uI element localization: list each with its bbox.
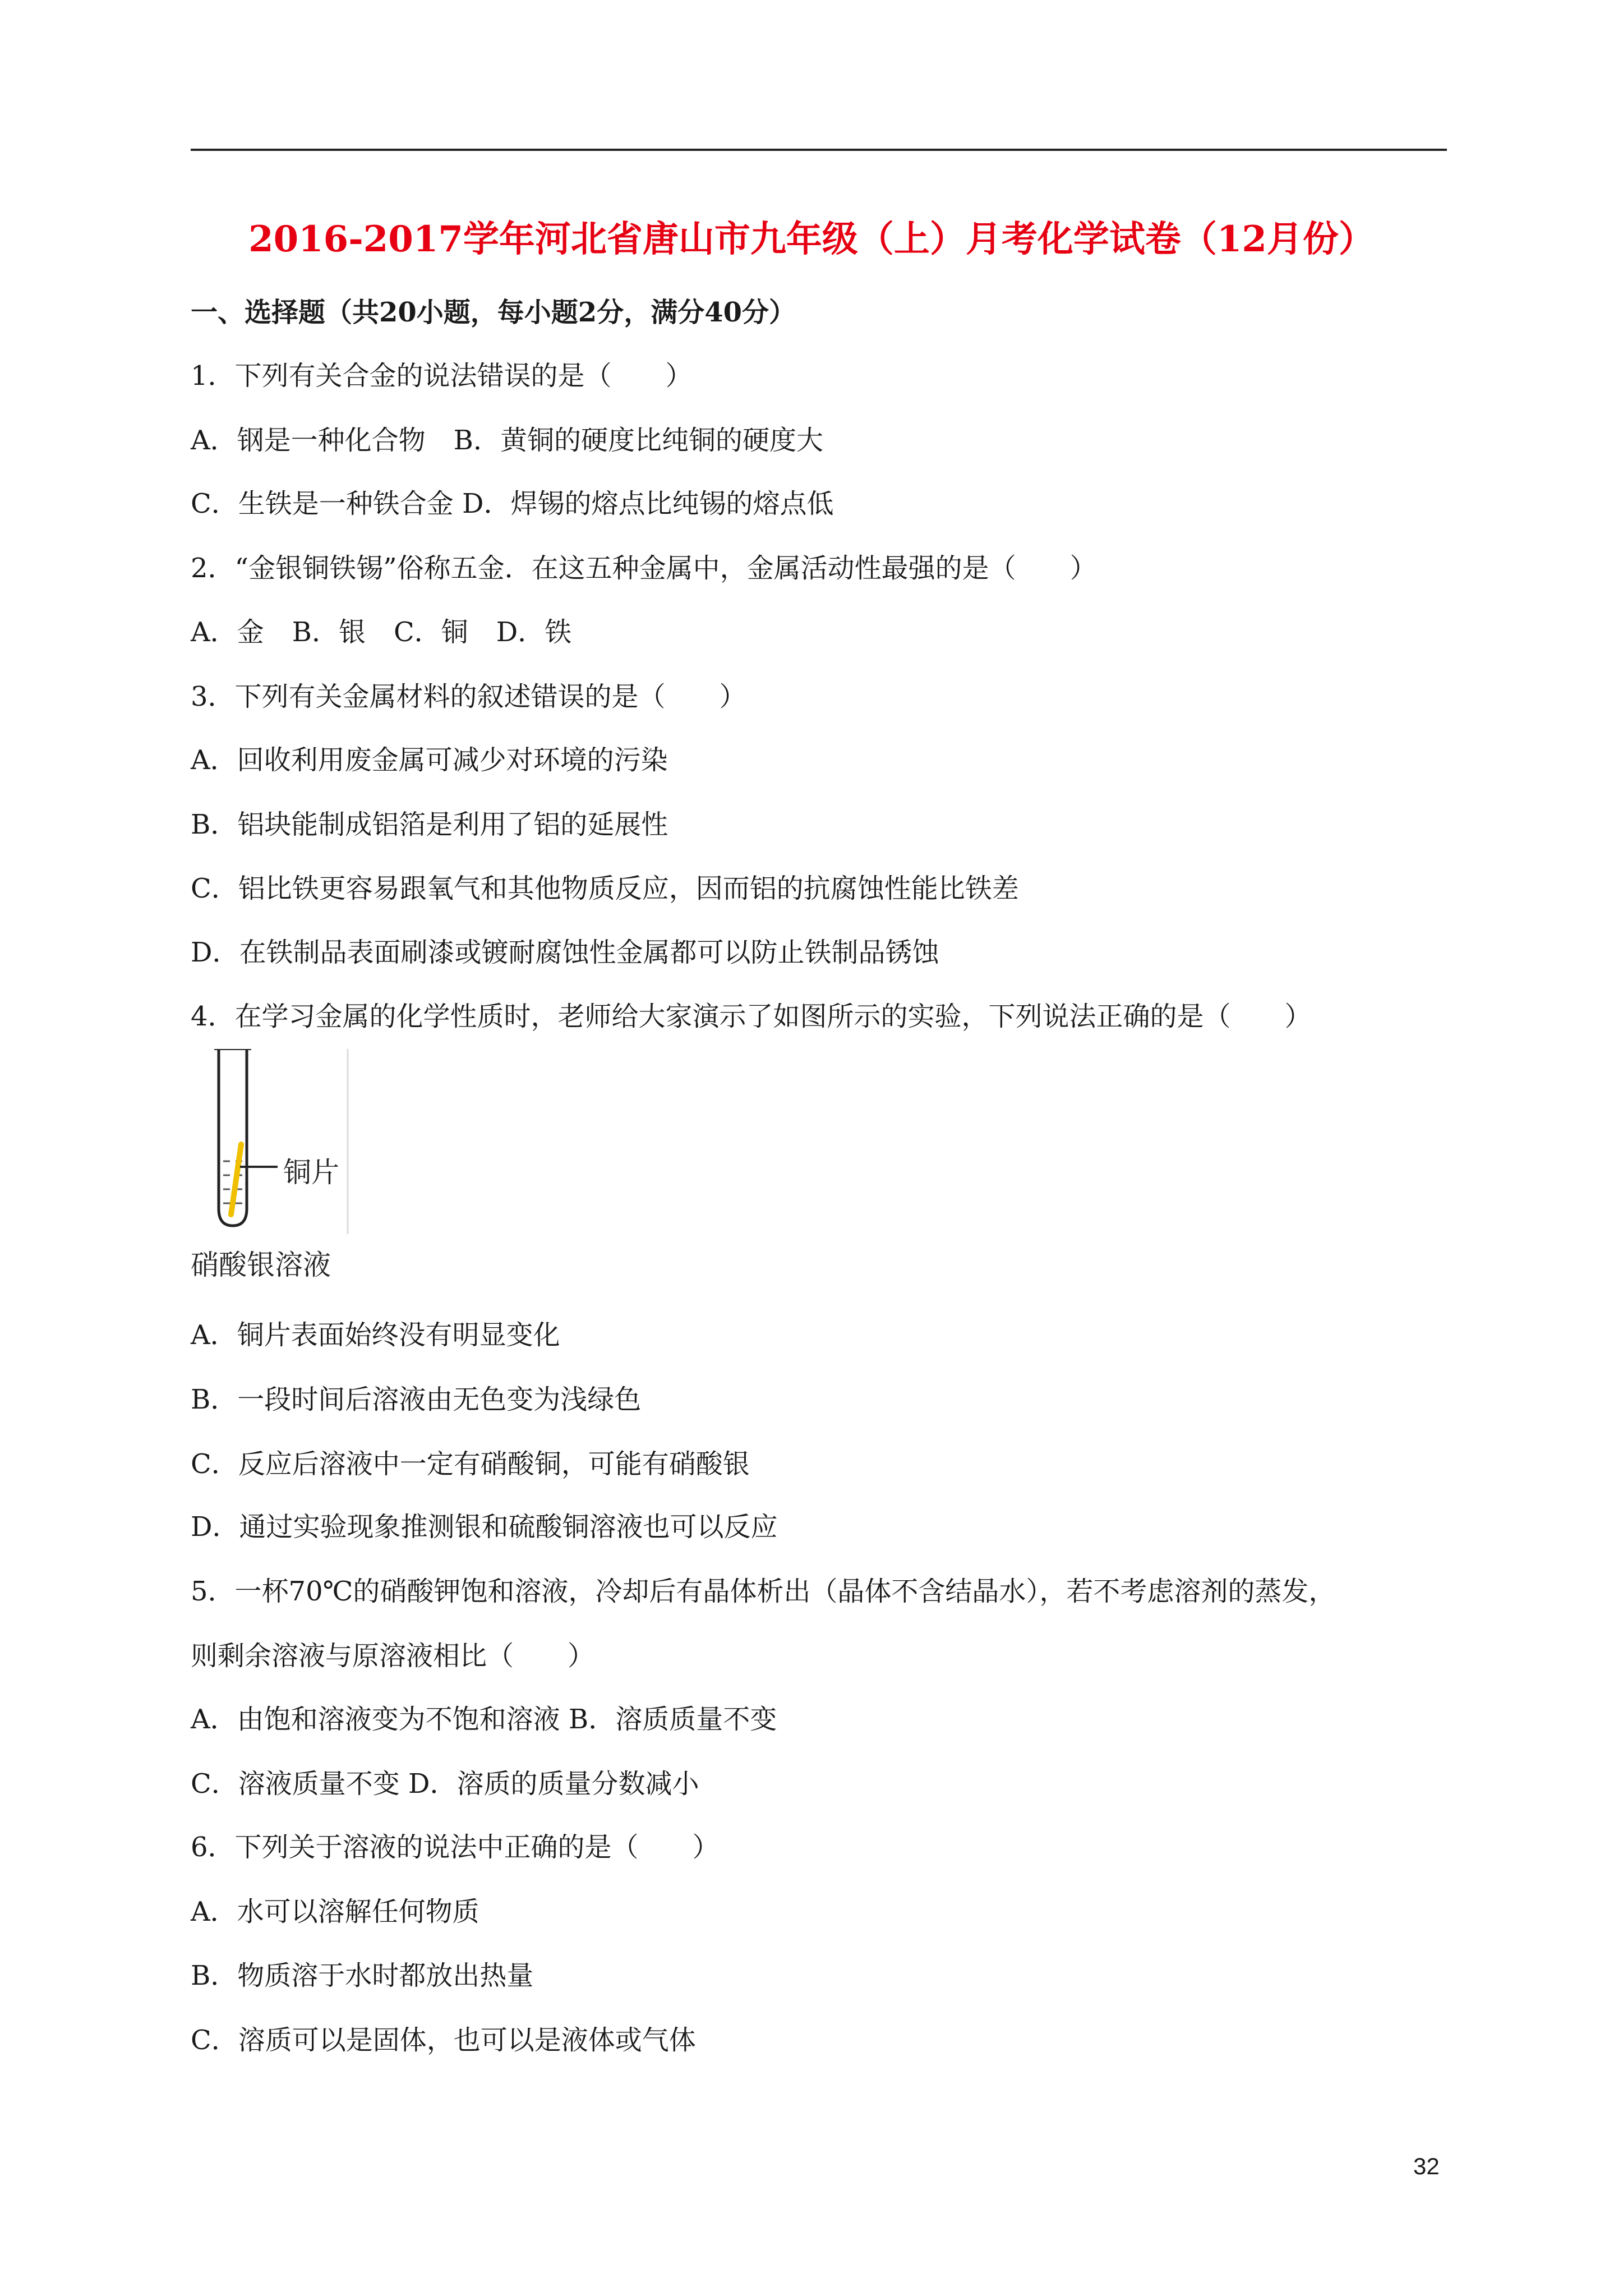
test-tube-icon [191,1049,359,1234]
exam-title: 2016-2017学年河北省唐山市九年级（上）月考化学试卷（12月份） [248,218,1375,260]
page-number: 32 [1413,2153,1440,2179]
q2-stem: 2．“金银铜铁锡”俗称五金．在这五种金属中，金属活动性最强的是（ ） [191,553,1097,584]
q1-options-cd [191,487,834,521]
q1-stem: 1．下列有关合金的说法错误的是（ ） [191,360,693,392]
q3-stem: 3．下列有关金属材料的叙述错误的是（ ） [191,681,746,712]
q1-option-d: D．焊锡的熔点比纯锡的熔点低 [462,488,834,519]
test-tube-figure [191,1049,359,1285]
q6-option-c: C．溶质可以是固体，也可以是液体或气体 [191,2024,696,2056]
q4-option-a: A．铜片表面始终没有明显变化 [191,1319,560,1351]
q5-stem-line2: 则剩余溶液与原溶液相比（ ） [191,1640,595,1672]
q4-option-d: D．通过实验现象推测银和硫酸铜溶液也可以反应 [191,1511,778,1543]
q5-options-ab: A．由饱和溶液变为不饱和溶液 B．溶质质量不变 [191,1704,777,1735]
q2-option-b: B．银 [292,616,366,648]
q1-option-a: A．钢是一种化合物 [191,425,426,456]
q3-option-d: D．在铁制品表面刷漆或镀耐腐蚀性金属都可以防止铁制品锈蚀 [191,937,939,968]
section-heading: 一、选择题（共20小题，每小题2分，满分40分） [191,297,796,328]
q4-option-b: B．一段时间后溶液由无色变为浅绿色 [191,1384,642,1415]
q1-option-b: B．黄铜的硬度比纯铜的硬度大 [453,425,823,456]
q2-option-c: C．铜 [393,616,468,648]
q2-option-a: A．金 [191,616,264,648]
q2-options [191,615,571,649]
q3-option-a: A．回收利用废金属可减少对环境的污染 [191,744,668,776]
q3-option-b: B．铝块能制成铝箔是利用了铝的延展性 [191,809,668,840]
copper-plate-label: 铜片 [283,1156,339,1189]
q3-option-c: C．铝比铁更容易跟氧气和其他物质反应，因而铝的抗腐蚀性能比铁差 [191,873,1019,904]
q6-stem: 6．下列关于溶液的说法中正确的是（ ） [191,1832,720,1863]
q1-option-c: C．生铁是一种铁合金 [191,488,454,519]
q4-stem: 4．在学习金属的化学性质时，老师给大家演示了如图所示的实验，下列说法正确的是（ ） [191,1001,1312,1032]
q2-option-d: D．铁 [496,616,572,648]
q1-options-ab [191,424,823,457]
q4-option-c: C．反应后溶液中一定有硝酸铜，可能有硝酸银 [191,1448,750,1480]
silver-nitrate-label: 硝酸银溶液 [191,1249,331,1281]
q6-option-a: A．水可以溶解任何物质 [191,1896,479,1927]
q6-option-b: B．物质溶于水时都放出热量 [191,1960,534,1991]
header-rule [191,149,1447,151]
q5-stem-line1: 5．一杯70℃的硝酸钾饱和溶液，冷却后有晶体析出（晶体不含结晶水），若不考虑溶剂的蒸发， [191,1576,1336,1607]
q5-options-cd: C．溶液质量不变 D．溶质的质量分数减小 [191,1768,699,1800]
